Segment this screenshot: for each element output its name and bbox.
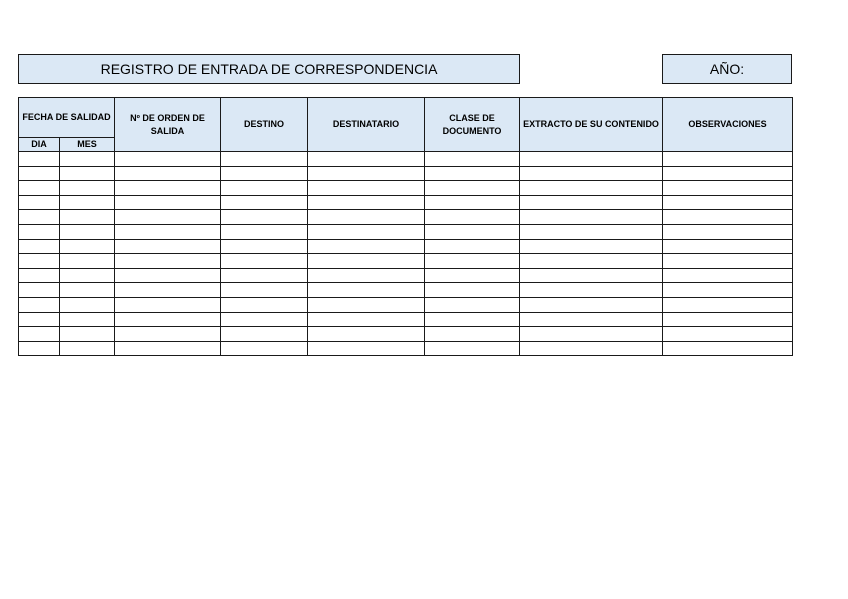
cell-clase[interactable] — [425, 195, 520, 210]
cell-observaciones[interactable] — [663, 195, 793, 210]
cell-destinatario[interactable] — [308, 224, 425, 239]
table-body — [19, 152, 793, 356]
cell-mes[interactable] — [60, 327, 115, 342]
cell-orden[interactable] — [115, 341, 221, 356]
cell-mes[interactable] — [60, 181, 115, 196]
cell-observaciones[interactable] — [663, 341, 793, 356]
cell-destinatario[interactable] — [308, 283, 425, 298]
table-row — [19, 239, 793, 254]
cell-extracto[interactable] — [520, 166, 663, 181]
col-observaciones: OBSERVACIONES — [663, 98, 793, 152]
cell-orden[interactable] — [115, 268, 221, 283]
cell-mes[interactable] — [60, 195, 115, 210]
cell-destinatario[interactable] — [308, 327, 425, 342]
cell-destino[interactable] — [221, 166, 308, 181]
cell-clase[interactable] — [425, 152, 520, 167]
cell-destinatario[interactable] — [308, 268, 425, 283]
cell-mes[interactable] — [60, 254, 115, 269]
cell-orden[interactable] — [115, 210, 221, 225]
cell-orden[interactable] — [115, 327, 221, 342]
cell-destino[interactable] — [221, 152, 308, 167]
cell-destinatario[interactable] — [308, 312, 425, 327]
cell-clase[interactable] — [425, 224, 520, 239]
cell-mes[interactable] — [60, 166, 115, 181]
cell-dia[interactable] — [19, 152, 60, 167]
table-row — [19, 297, 793, 312]
cell-extracto[interactable] — [520, 341, 663, 356]
year-label: AÑO: — [709, 61, 745, 77]
cell-dia[interactable] — [19, 268, 60, 283]
cell-destino[interactable] — [221, 312, 308, 327]
cell-destinatario[interactable] — [308, 297, 425, 312]
cell-clase[interactable] — [425, 239, 520, 254]
cell-dia[interactable] — [19, 166, 60, 181]
cell-mes[interactable] — [60, 312, 115, 327]
cell-observaciones[interactable] — [663, 166, 793, 181]
table-row — [19, 283, 793, 298]
cell-clase[interactable] — [425, 327, 520, 342]
cell-clase[interactable] — [425, 283, 520, 298]
table-row — [19, 254, 793, 269]
cell-observaciones[interactable] — [663, 181, 793, 196]
cell-destinatario[interactable] — [308, 181, 425, 196]
cell-mes[interactable] — [60, 283, 115, 298]
cell-extracto[interactable] — [520, 224, 663, 239]
table-row — [19, 181, 793, 196]
table-row — [19, 312, 793, 327]
cell-mes[interactable] — [60, 297, 115, 312]
cell-dia[interactable] — [19, 254, 60, 269]
cell-observaciones[interactable] — [663, 224, 793, 239]
table-row — [19, 210, 793, 225]
col-destinatario: DESTINATARIO — [308, 98, 425, 152]
cell-clase[interactable] — [425, 181, 520, 196]
table-row — [19, 166, 793, 181]
cell-destino[interactable] — [221, 327, 308, 342]
cell-clase[interactable] — [425, 254, 520, 269]
cell-mes[interactable] — [60, 224, 115, 239]
cell-dia[interactable] — [19, 327, 60, 342]
col-destino: DESTINO — [221, 98, 308, 152]
register-title — [18, 54, 520, 84]
cell-observaciones[interactable] — [663, 239, 793, 254]
cell-dia[interactable] — [19, 195, 60, 210]
col-clase-documento: CLASE DE DOCUMENTO — [425, 98, 520, 152]
table-row — [19, 268, 793, 283]
cell-clase[interactable] — [425, 210, 520, 225]
cell-destino[interactable] — [221, 181, 308, 196]
cell-destino[interactable] — [221, 239, 308, 254]
register-title-text: REGISTRO DE ENTRADA DE CORRESPONDENCIA — [100, 61, 438, 77]
col-fecha-de-salida: FECHA DE SALIDAD — [19, 98, 115, 138]
cell-clase[interactable] — [425, 341, 520, 356]
cell-destinatario[interactable] — [308, 152, 425, 167]
cell-extracto[interactable] — [520, 312, 663, 327]
cell-observaciones[interactable] — [663, 297, 793, 312]
cell-observaciones[interactable] — [663, 312, 793, 327]
cell-mes[interactable] — [60, 239, 115, 254]
correspondence-table — [18, 97, 793, 356]
cell-orden[interactable] — [115, 254, 221, 269]
cell-orden[interactable] — [115, 181, 221, 196]
cell-destinatario[interactable] — [308, 195, 425, 210]
cell-destinatario[interactable] — [308, 166, 425, 181]
cell-orden[interactable] — [115, 312, 221, 327]
cell-dia[interactable] — [19, 181, 60, 196]
cell-clase[interactable] — [425, 268, 520, 283]
cell-mes[interactable] — [60, 341, 115, 356]
table-row — [19, 195, 793, 210]
table-row — [19, 224, 793, 239]
cell-destino[interactable] — [221, 268, 308, 283]
cell-dia[interactable] — [19, 224, 60, 239]
cell-destinatario[interactable] — [308, 239, 425, 254]
cell-observaciones[interactable] — [663, 210, 793, 225]
table-row — [19, 327, 793, 342]
cell-observaciones[interactable] — [663, 152, 793, 167]
cell-clase[interactable] — [425, 297, 520, 312]
cell-dia[interactable] — [19, 239, 60, 254]
cell-mes[interactable] — [60, 210, 115, 225]
cell-dia[interactable] — [19, 210, 60, 225]
col-extracto-contenido: EXTRACTO DE SU CONTENIDO — [520, 98, 663, 152]
col-numero-orden: Nº DE ORDEN DE SALIDA — [115, 98, 221, 152]
cell-extracto[interactable] — [520, 283, 663, 298]
cell-mes[interactable] — [60, 152, 115, 167]
cell-clase[interactable] — [425, 312, 520, 327]
cell-extracto[interactable] — [520, 195, 663, 210]
cell-extracto[interactable] — [520, 210, 663, 225]
cell-extracto[interactable] — [520, 254, 663, 269]
cell-orden[interactable] — [115, 283, 221, 298]
cell-destinatario[interactable] — [308, 341, 425, 356]
cell-observaciones[interactable] — [663, 268, 793, 283]
table-row — [19, 152, 793, 167]
cell-destino[interactable] — [221, 195, 308, 210]
cell-destino[interactable] — [221, 210, 308, 225]
cell-dia[interactable] — [19, 283, 60, 298]
cell-orden[interactable] — [115, 166, 221, 181]
cell-observaciones[interactable] — [663, 327, 793, 342]
cell-destino[interactable] — [221, 224, 308, 239]
cell-destino[interactable] — [221, 283, 308, 298]
cell-orden[interactable] — [115, 297, 221, 312]
cell-extracto[interactable] — [520, 152, 663, 167]
cell-orden[interactable] — [115, 239, 221, 254]
cell-destinatario[interactable] — [308, 254, 425, 269]
cell-observaciones[interactable] — [663, 254, 793, 269]
cell-dia[interactable] — [19, 297, 60, 312]
table-row — [19, 341, 793, 356]
cell-orden[interactable] — [115, 195, 221, 210]
cell-extracto[interactable] — [520, 181, 663, 196]
cell-extracto[interactable] — [520, 239, 663, 254]
cell-orden[interactable] — [115, 224, 221, 239]
cell-destino[interactable] — [221, 254, 308, 269]
col-mes: MES — [60, 138, 115, 152]
cell-destinatario[interactable] — [308, 210, 425, 225]
col-dia: DIA — [19, 138, 60, 152]
year-field — [662, 54, 792, 84]
cell-destino[interactable] — [221, 297, 308, 312]
cell-observaciones[interactable] — [663, 283, 793, 298]
cell-dia[interactable] — [19, 341, 60, 356]
cell-extracto[interactable] — [520, 327, 663, 342]
cell-orden[interactable] — [115, 152, 221, 167]
cell-mes[interactable] — [60, 268, 115, 283]
cell-extracto[interactable] — [520, 297, 663, 312]
cell-extracto[interactable] — [520, 268, 663, 283]
cell-dia[interactable] — [19, 312, 60, 327]
cell-clase[interactable] — [425, 166, 520, 181]
cell-destino[interactable] — [221, 341, 308, 356]
